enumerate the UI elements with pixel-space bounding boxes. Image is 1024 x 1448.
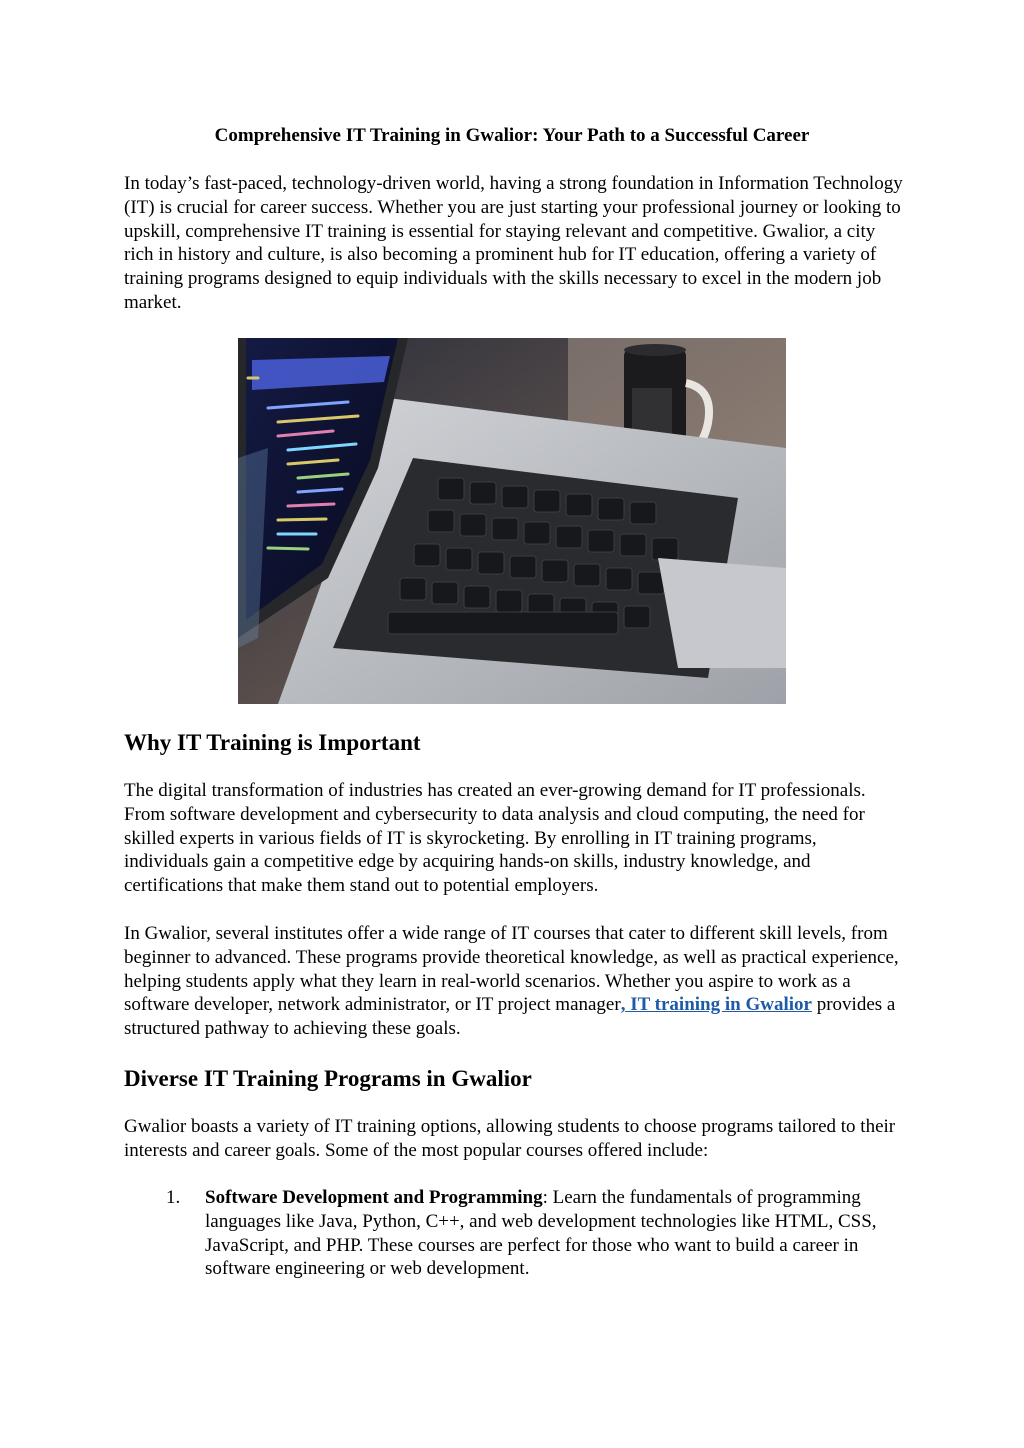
section-heading-programs: Diverse IT Training Programs in Gwalior — [124, 1066, 532, 1091]
paragraph2-text-after: provides a structured pathway to achieving these goals. — [124, 994, 896, 1040]
list-item-text: : Learn the fundamentals of programming languages like Java, Python, C++, and web development technologies like HTML, CSS, JavaScript, and PHP. These courses are perfect for those who want to build a career in software engineering or web development. — [205, 1187, 877, 1280]
section2-paragraph: Gwalior boasts a variety of IT training options, allowing students to choose programs tailored to their interests and career goals. Some of the most popular courses offered include: — [124, 1116, 896, 1161]
programs-list — [166, 1186, 896, 1281]
it-training-gwalior-link[interactable]: , IT training in Gwalior — [620, 994, 812, 1016]
document-title: Comprehensive IT Training in Gwalior: Your Path to a Successful Career — [214, 125, 810, 146]
section1-paragraph-2 — [124, 922, 904, 1041]
list-item — [166, 1186, 896, 1281]
list-item-number: 1. — [166, 1187, 181, 1208]
section1-paragraph-1: The digital transformation of industries has created an ever-growing demand for IT professionals. From software development and cybersecurity to data analysis and cloud computing, the need for skilled experts in various fields of IT is skyrocketing. By enrolling in IT training programs, individuals gain a competitive edge by acquiring hands-on skills, industry knowledge, and certifications that make them stand out to potential employers. — [124, 780, 866, 897]
list-item-title: Software Development and Programming — [205, 1187, 543, 1208]
intro-paragraph: In today’s fast-paced, technology-driven world, having a strong foundation in Information Technology (IT) is crucial for career success. Whether you are just starting your professional journey or looking to upskill, comprehensive IT training is essential for staying relevant and competitive. Gwalior, a city rich in history and culture, is also becoming a prominent hub for IT education, offering a variety of training programs designed to equip individuals with the skills necessary to excel in the modern job market. — [124, 173, 903, 313]
section-heading-why: Why IT Training is Important — [124, 730, 421, 755]
laptop-code-photo — [238, 338, 786, 704]
paragraph2-text-before: In Gwalior, several institutes offer a wide range of IT courses that cater to different skill levels, from beginner to advanced. These programs provide theoretical knowledge, as well as practical experience, helping students apply what they learn in real-world scenarios. Whether you aspire to work as a software developer, network administrator, or IT project manager — [124, 923, 899, 1016]
laptop-with-code-and-coffee-mug-photo-icon — [238, 338, 786, 704]
